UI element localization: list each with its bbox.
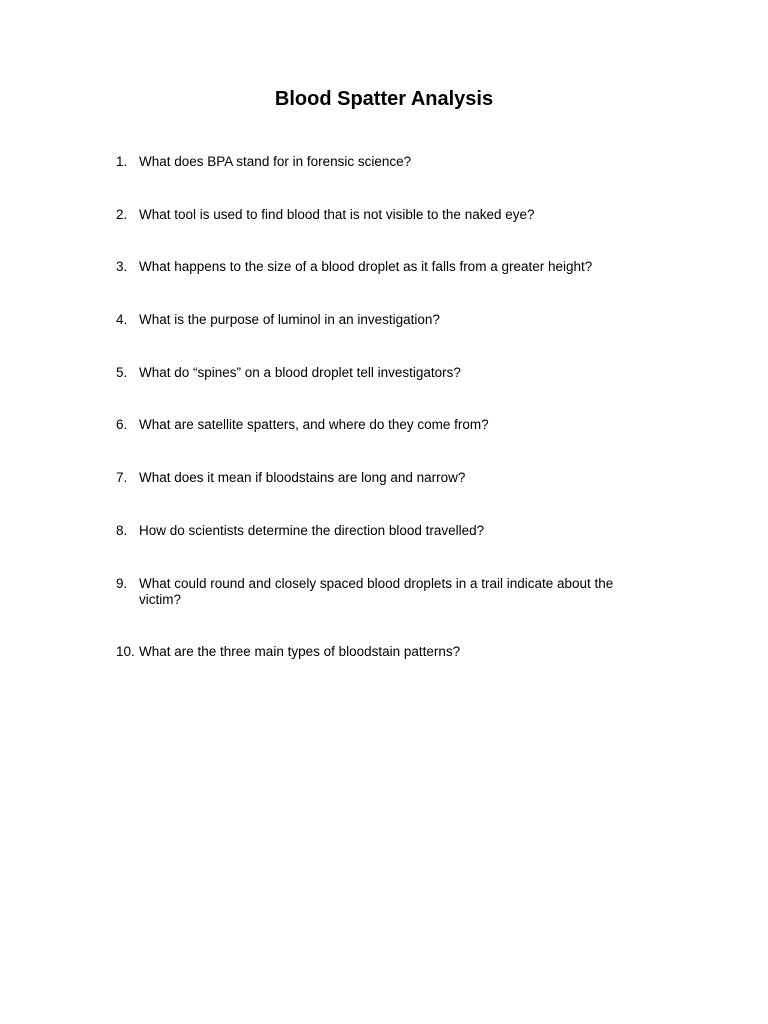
question-number: 2. bbox=[116, 206, 128, 222]
question-number: 6. bbox=[116, 417, 128, 433]
question-item bbox=[116, 576, 656, 608]
question-text: What does BPA stand for in forensic science? bbox=[139, 154, 412, 169]
question-item bbox=[116, 523, 656, 539]
question-item bbox=[116, 365, 656, 381]
question-text: What do “spines” on a blood droplet tell investigators? bbox=[139, 364, 461, 380]
question-item bbox=[116, 207, 656, 223]
question-number: 3. bbox=[116, 259, 128, 275]
question-item bbox=[116, 259, 656, 275]
question-text: What does it mean if bloodstains are long and narrow? bbox=[139, 470, 466, 486]
question-number: 10. bbox=[116, 644, 135, 660]
question-text: What are satellite spatters, and where do they come from? bbox=[139, 417, 489, 433]
question-list bbox=[116, 154, 656, 697]
question-item bbox=[116, 154, 656, 170]
question-text: What are the three main types of bloodstain patterns? bbox=[139, 644, 461, 660]
question-item bbox=[116, 417, 656, 433]
question-text: How do scientists determine the direction blood travelled? bbox=[139, 522, 485, 538]
question-number: 7. bbox=[116, 470, 128, 486]
question-item bbox=[116, 312, 656, 328]
question-text: What could round and closely spaced blood droplets in a trail indicate about the victim? bbox=[139, 575, 614, 607]
question-text: What tool is used to find blood that is not visible to the naked eye? bbox=[139, 206, 535, 222]
question-number: 4. bbox=[116, 312, 128, 328]
question-item bbox=[116, 644, 656, 660]
question-number: 8. bbox=[116, 522, 128, 538]
question-item bbox=[116, 470, 656, 486]
question-number: 9. bbox=[116, 575, 128, 591]
question-number: 5. bbox=[116, 364, 128, 380]
question-text: What happens to the size of a blood droplet as it falls from a greater height? bbox=[139, 259, 593, 275]
question-number: 1. bbox=[116, 154, 128, 169]
question-text: What is the purpose of luminol in an investigation? bbox=[139, 312, 440, 328]
page-title: Blood Spatter Analysis bbox=[274, 88, 494, 110]
